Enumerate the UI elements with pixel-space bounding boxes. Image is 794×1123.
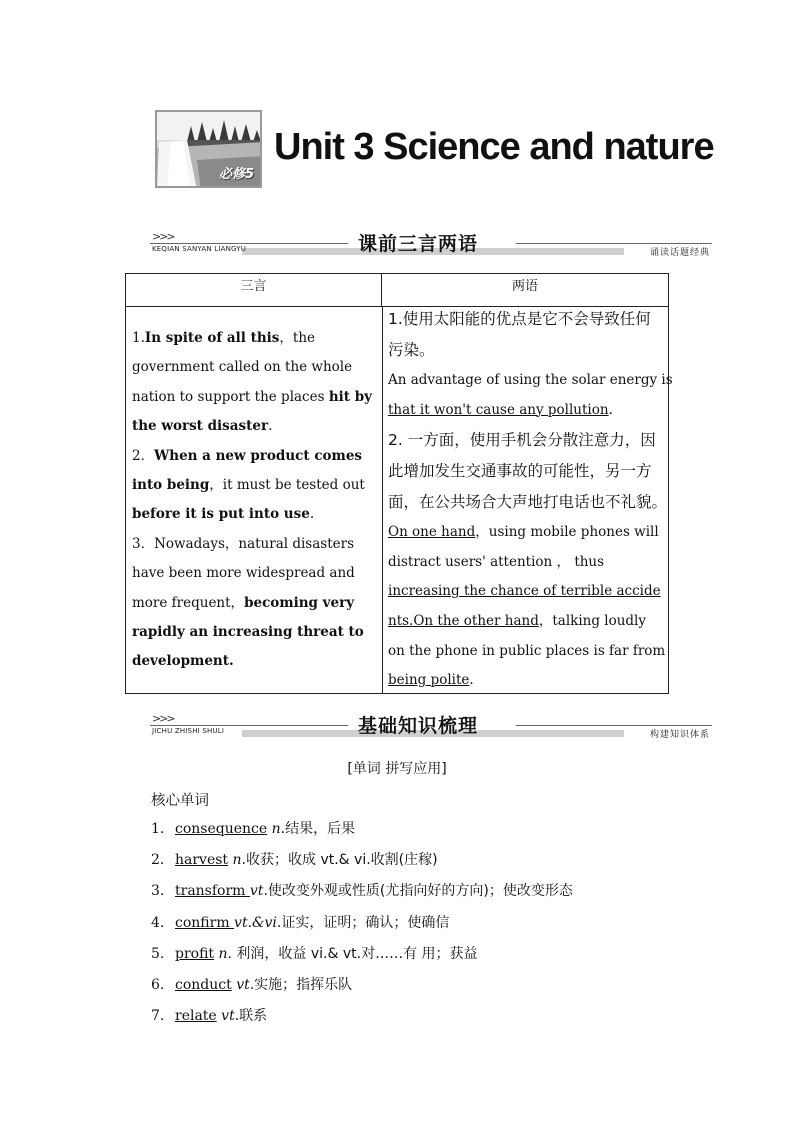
section-pinyin: KEQIAN SANYAN LIANGYU: [152, 245, 247, 253]
vocab-word: profit: [175, 945, 215, 962]
part-of-speech: vt: [221, 1008, 235, 1025]
text-line: government called on the whole: [132, 359, 353, 376]
text-line: development.: [132, 653, 234, 670]
text-line: have been more widespread and: [132, 565, 355, 582]
text-span: .: [309, 506, 315, 523]
section-pinyin: JICHU ZHISHI SHULI: [152, 727, 225, 735]
key-phrase: into being: [132, 477, 210, 494]
vocab-item: [151, 847, 711, 878]
chinese-sentence-line: 此增加发生交通事故的可能性，另一方: [388, 462, 652, 481]
answer-underlined: increasing the chance of terrible accide: [388, 583, 661, 600]
three-phrases-column: [132, 324, 376, 677]
part-of-speech: vt: [249, 883, 264, 900]
vocab-definition: .结果，后果: [280, 821, 356, 837]
item-number: 2．: [132, 447, 155, 464]
item-number: 1.: [132, 330, 145, 346]
section-heading: 基础知识梳理: [358, 715, 479, 737]
item-number: 2.: [151, 852, 165, 869]
vocab-item: [151, 1003, 711, 1034]
section-tag: 构建知识体系: [649, 730, 710, 740]
text-span: ，it must be tested out: [209, 477, 365, 494]
chinese-sentence-line: 面，在公共场合大声地打电话也不礼貌。: [388, 493, 668, 512]
two-sentences-column: [388, 304, 673, 696]
item-number: 1.: [151, 821, 165, 837]
vocab-definition: .证实，证明；确认；使确信: [276, 914, 450, 931]
vocab-definition: .联系: [234, 1008, 268, 1025]
unit-title: Unit 3 Science and nature: [274, 126, 714, 168]
vocab-item: [151, 941, 711, 972]
section-heading: 课前三言两语: [358, 233, 479, 255]
text-line: [388, 666, 666, 696]
vocab-definition: . 利润，收益 vi.& vt.对……有 用；获益: [227, 945, 478, 962]
vocab-definition: .实施；指挥乐队: [249, 976, 353, 993]
text-span: nation to support the places: [132, 388, 329, 405]
answer-underlined: On the other hand: [413, 612, 539, 629]
vocab-definition: .收获；收成 vt.& vi.收割(庄稼): [241, 852, 438, 869]
chinese-sentence-line: 1.使用太阳能的优点是它不会导致任何: [388, 310, 651, 328]
part-of-speech: n: [271, 821, 281, 837]
text-line: on the phone in public places is far from: [388, 642, 666, 659]
answer-underlined: On one hand: [388, 524, 476, 541]
key-phrase: becoming very: [244, 594, 355, 611]
key-phrase: hit by: [328, 388, 372, 405]
banner-rule-left: [150, 243, 348, 244]
text-line: [132, 589, 376, 618]
banner-rule-right: [516, 243, 712, 244]
text-line: [132, 442, 376, 471]
vocab-word: harvest: [175, 852, 229, 869]
table-header-left: 三言: [126, 274, 382, 307]
text-line: [388, 607, 666, 637]
text-line: [132, 324, 376, 353]
text-span: .: [608, 401, 613, 418]
item-number: 6.: [151, 976, 165, 993]
vocab-item: [151, 972, 711, 1003]
vocab-word: conduct: [175, 976, 232, 993]
text-line: rapidly an increasing threat to: [132, 624, 364, 641]
volume-badge: 必修5: [218, 167, 254, 182]
part-of-speech: vt: [236, 976, 250, 993]
vocab-word: confirm: [175, 914, 235, 931]
text-span: ，using mobile phones will: [475, 524, 659, 541]
vocab-word: relate: [175, 1008, 217, 1025]
text-line: [132, 383, 376, 412]
banner-rule-right: [516, 725, 712, 726]
text-line: [132, 412, 376, 441]
text-line: [388, 396, 666, 426]
vocab-definition: .使改变外观或性质(尤指向好的方向)；使改变形态: [263, 883, 573, 900]
text-line: distract users' attention ， thus: [388, 553, 605, 570]
section-tag: 诵读话题经典: [649, 248, 710, 258]
item-number: 3.: [151, 883, 165, 900]
text-span: more frequent，: [132, 594, 245, 611]
text-span: ，the: [279, 330, 316, 346]
table-divider: [382, 307, 383, 693]
text-line: An advantage of using the solar energy is: [388, 372, 673, 388]
key-phrase: In spite of all this: [144, 330, 280, 346]
vocab-item: [151, 816, 711, 847]
vocab-sub-heading: [单词 拼写应用]: [347, 761, 447, 777]
phrases-table: [125, 273, 673, 694]
text-line: [388, 518, 666, 548]
text-span: ，talking loudly: [538, 612, 647, 629]
key-phrase: When a new product comes: [154, 447, 363, 464]
vocab-word: consequence: [175, 821, 268, 837]
section-banner-basics: [150, 710, 712, 744]
text-span: .: [268, 418, 273, 435]
answer-underlined: that it won't cause any pollution: [388, 401, 609, 418]
part-of-speech: vt.&vi: [234, 914, 277, 931]
key-phrase: the worst disaster: [132, 418, 269, 435]
core-words-title: 核心单词: [151, 793, 209, 809]
item-number: 5.: [151, 945, 165, 962]
text-line: 3．Nowadays，natural disasters: [132, 535, 355, 552]
chinese-sentence-line: 2. 一方面，使用手机会分散注意力，因: [388, 431, 656, 450]
textbook-cover-image: [155, 110, 262, 188]
key-phrase: before it is put into use: [132, 506, 310, 523]
item-number: 7.: [151, 1008, 165, 1025]
chinese-sentence-line: 污染。: [388, 341, 435, 359]
item-number: 4.: [151, 914, 165, 931]
text-span: .: [469, 672, 474, 689]
chevrons-icon: >>>: [152, 712, 174, 725]
vocab-item: [151, 910, 711, 941]
chevrons-icon: >>>: [152, 230, 174, 243]
vocab-item: [151, 878, 711, 909]
answer-underlined: nts.: [388, 612, 414, 629]
vocab-word: transform: [175, 883, 250, 900]
text-line: [132, 500, 376, 529]
part-of-speech: n: [232, 852, 242, 869]
answer-underlined: being polite: [388, 672, 470, 689]
part-of-speech: n: [218, 945, 228, 962]
section-banner-preview: [150, 228, 712, 262]
banner-rule-left: [150, 725, 348, 726]
table-header-right: 两语: [382, 274, 668, 307]
core-words-list: [151, 816, 711, 1034]
text-line: [132, 471, 376, 500]
